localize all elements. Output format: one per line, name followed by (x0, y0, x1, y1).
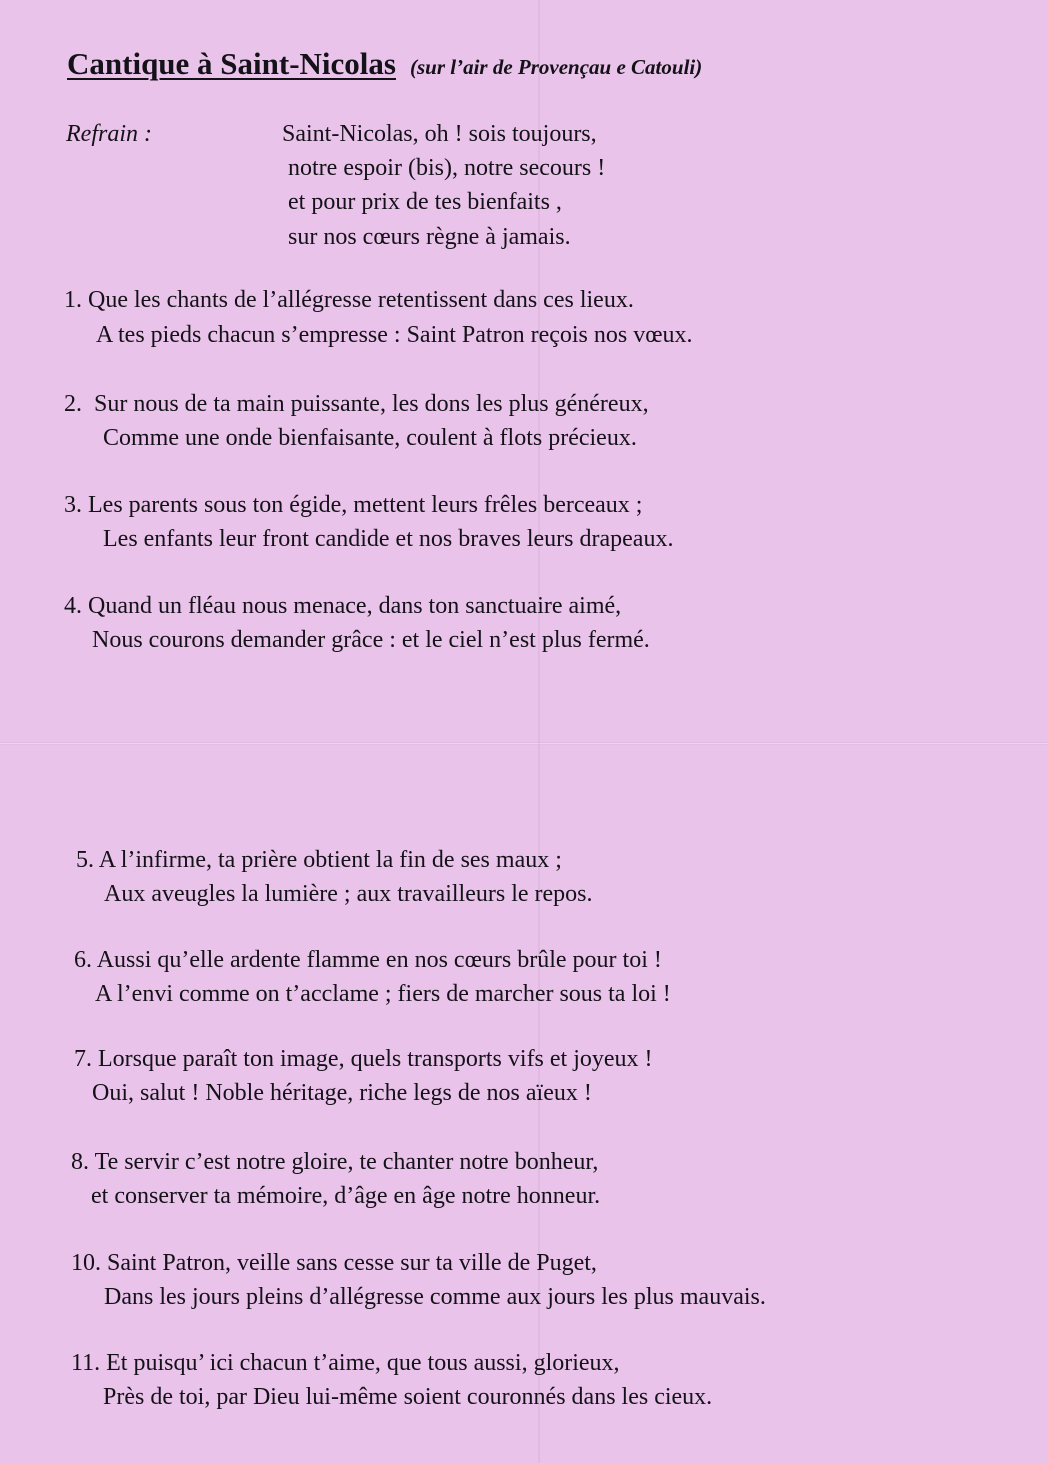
verse-5 (76, 847, 562, 874)
refrain-line: notre espoir (bis), notre secours ! (288, 155, 606, 181)
verse-line: Aux aveugles la lumière ; aux travailleurs le repos. (104, 881, 593, 907)
verse-4 (64, 593, 621, 620)
verse-line: Sur nous de ta main puissante, les dons les plus généreux, (94, 391, 649, 417)
verse-6 (74, 947, 662, 974)
verse-line: Que les chants de l’allégresse retentissent dans ces lieux. (88, 287, 634, 313)
refrain-line: Saint-Nicolas, oh ! sois toujours, (282, 121, 597, 147)
verse-line: Lorsque paraît ton image, quels transports vifs et joyeux ! (98, 1046, 653, 1072)
refrain-line: sur nos cœurs règne à jamais. (288, 224, 571, 250)
verse-number: 5. (76, 847, 94, 873)
verse-line: Dans les jours pleins d’allégresse comme aux jours les plus mauvais. (104, 1284, 766, 1310)
verse-line: Comme une onde bienfaisante, coulent à flots précieux. (103, 425, 637, 451)
verse-line: Quand un fléau nous menace, dans ton sanctuaire aimé, (88, 593, 622, 619)
verse-line: et conserver ta mémoire, d’âge en âge notre honneur. (91, 1183, 601, 1209)
verse-line: Te servir c’est notre gloire, te chanter notre bonheur, (94, 1149, 599, 1175)
verse-3 (64, 492, 642, 519)
verse-1 (64, 287, 634, 314)
verse-number: 4. (64, 593, 82, 619)
verse-line: A l’infirme, ta prière obtient la fin de ses maux ; (98, 847, 562, 873)
refrain-line: et pour prix de tes bienfaits , (288, 189, 562, 215)
verse-7 (74, 1046, 653, 1073)
verse-number: 7. (74, 1046, 92, 1072)
refrain-label: Refrain : (66, 121, 152, 147)
verse-number: 11. (71, 1350, 101, 1376)
verse-line: Les parents sous ton égide, mettent leurs frêles berceaux ; (88, 492, 643, 518)
verse-line: Aussi qu’elle ardente flamme en nos cœurs brûle pour toi ! (96, 947, 662, 973)
verse-line: Nous courons demander grâce : et le ciel n’est plus fermé. (92, 627, 650, 653)
page-subtitle: (sur l’air de Provençau e Catouli) (409, 55, 703, 79)
title-block (67, 46, 702, 82)
verse-line: Oui, salut ! Noble héritage, riche legs de nos aïeux ! (92, 1080, 592, 1106)
verse-line: A l’envi comme on t’acclame ; fiers de marcher sous ta loi ! (95, 981, 671, 1007)
verse-number: 1. (64, 287, 82, 313)
verse-number: 6. (74, 947, 92, 973)
verse-number: 3. (64, 492, 82, 518)
verse-line: Les enfants leur front candide et nos braves leurs drapeaux. (103, 526, 674, 552)
verse-11 (71, 1350, 620, 1377)
verse-line: Près de toi, par Dieu lui-même soient couronnés dans les cieux. (103, 1384, 713, 1410)
verse-line: Saint Patron, veille sans cesse sur ta ville de Puget, (107, 1250, 597, 1276)
verse-number: 10. (71, 1250, 101, 1276)
verse-10 (71, 1250, 597, 1277)
paper-fold-vertical (538, 0, 540, 1463)
page-title: Cantique à Saint-Nicolas (67, 46, 396, 81)
verse-line: Et puisqu’ ici chacun t’aime, que tous aussi, glorieux, (106, 1350, 620, 1376)
paper-fold-horizontal (0, 742, 1048, 745)
verse-number: 2. (64, 391, 82, 417)
verse-number: 8. (71, 1149, 89, 1175)
verse-8 (71, 1149, 598, 1176)
verse-line: A tes pieds chacun s’empresse : Saint Patron reçois nos vœux. (96, 322, 693, 348)
verse-2 (64, 391, 649, 418)
